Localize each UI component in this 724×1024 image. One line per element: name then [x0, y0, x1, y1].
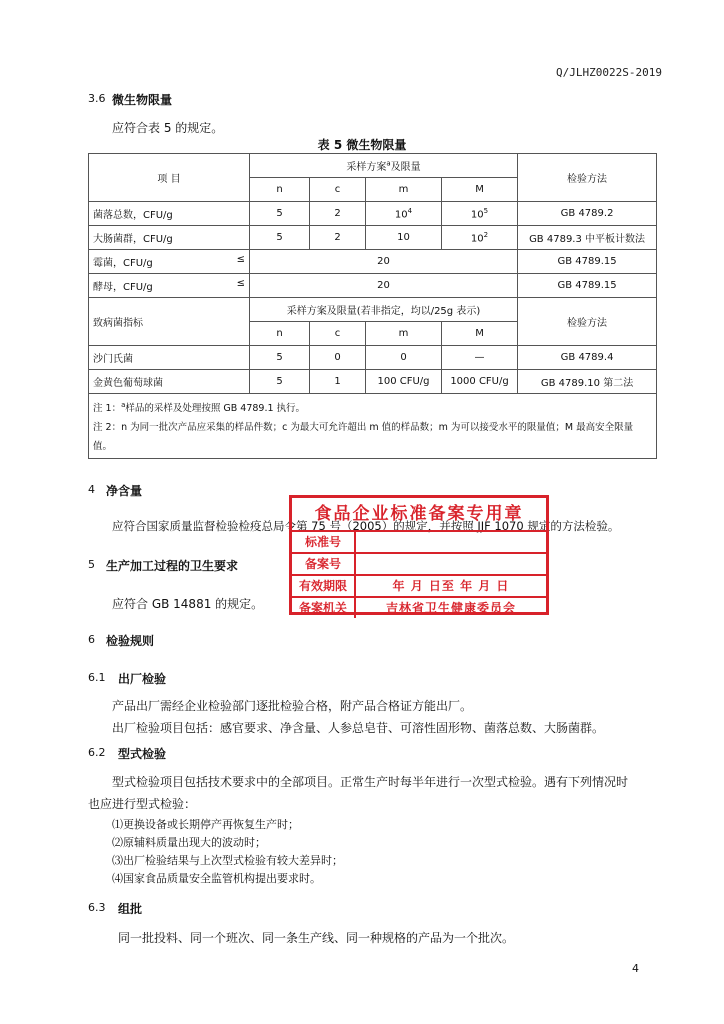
pathogen-method-header: 检验方法: [518, 298, 657, 346]
table-notes: [89, 394, 657, 459]
table-row: 酵母，CFU/g ≤ 20 GB 4789.15: [89, 274, 657, 298]
section-number: 4: [88, 483, 95, 496]
table-row: 金黄色葡萄球菌 5 1 100 CFU/g 1000 CFU/g GB 4789.10 第二法: [89, 370, 657, 394]
filing-seal-stamp: [289, 495, 549, 615]
paragraph: 应符合 GB 14881 的规定。: [112, 597, 264, 611]
section-number: 6.3: [88, 901, 106, 914]
header-method: 检验方法: [518, 154, 657, 202]
stamp-org-value: 吉林省卫生健康委员会: [385, 601, 516, 615]
paragraph: 同一批投料、同一个班次、同一条生产线、同一种规格的产品为一个批次。: [118, 931, 515, 945]
table-title: 表 5 微生物限量: [317, 138, 407, 152]
table-row: 霉菌，CFU/g ≤ 20 GB 4789.15: [89, 250, 657, 274]
header-sampling: 采样方案$^a$及限量: [250, 154, 518, 178]
subheader-c: c: [310, 178, 366, 202]
section-title: 生产加工过程的卫生要求: [106, 559, 239, 573]
stamp-label-standard: 标准号: [292, 532, 356, 552]
paragraph: 型式检验项目包括技术要求中的全部项目。正常生产时每半年进行一次型式检验。遇有下列情况时: [112, 775, 629, 789]
stamp-label-record: 备案号: [292, 554, 356, 574]
section-title: 型式检验: [118, 747, 167, 761]
table-row: 沙门氏菌 5 0 0 — GB 4789.4: [89, 346, 657, 370]
section-title: 净含量: [106, 484, 143, 498]
microbial-limit-table: 项 目 采样方案$^a$及限量 检验方法 n c m M 菌落总数，CFU/g 5 2 $10^4$ $10^5$ GB 4789.2 大肠菌群，CFU/g 5 2 10 $10^2$ GB 4789.3 中平板计数法 霉菌，CFU/g ≤ 20 GB 4789.15 酵母，CFU/g ≤ 20 GB 4789.15 致病菌指标 采样方案及限量(若非指定，均以/25g 表示) 检验方法 n c m M 沙门氏菌 5 0 0 — GB 4789.4 金黄色葡萄球菌 5 1 100 CFU/g 1000 CFU/g GB 4789.10 第二法 注 1：$^a$样品的采样及处理按照 GB 4789.1 执行。 注 2：n 为同一批次产品应采集的样品件数；c 为最大可允许超出 m 值的样品数；m 为可以接受水平的限量值；M 最高安全限量值。: [88, 153, 657, 459]
list-item: ⑵原辅料质量出现大的波动时；: [112, 836, 266, 849]
subheader-M: M: [442, 178, 518, 202]
list-item: ⑶出厂检验结果与上次型式检验有较大差异时；: [112, 854, 343, 867]
paragraph: 产品出厂需经企业检验部门逐批检验合格，附产品合格证方能出厂。: [112, 699, 473, 713]
pathogen-sampling-header: 采样方案及限量(若非指定，均以/25g 表示): [250, 298, 518, 322]
list-item: ⑴更换设备或长期停产再恢复生产时；: [112, 818, 299, 831]
subheader-n: n: [250, 178, 310, 202]
stamp-valid-value: 年 月 日至 年 月 日: [392, 579, 510, 593]
paragraph: 应符合国家质量监督检验检疫总局令第 75 号（2005）的规定，并按照 JJF 1070 规定的方法检验。: [112, 519, 620, 533]
table-note-1: 注 1：$^a$样品的采样及处理按照 GB 4789.1 执行。: [93, 401, 306, 415]
section-number: 5: [88, 558, 95, 571]
paragraph: 出厂检验项目包括：感官要求、净含量、人参总皂苷、可溶性固形物、菌落总数、大肠菌群。: [112, 721, 605, 735]
section-number: 6.1: [88, 671, 106, 684]
section-title: 出厂检验: [118, 672, 167, 686]
header-item: 项 目: [89, 154, 250, 202]
section-number: 6: [88, 633, 95, 646]
stamp-label-valid: 有效期限: [292, 576, 356, 596]
list-item: ⑷国家食品质量安全监管机构提出要求时。: [112, 872, 321, 885]
stamp-title: 食品企业标准备案专用章: [292, 498, 546, 532]
section-number: 6.2: [88, 746, 106, 759]
table-row: 菌落总数，CFU/g 5 2 $10^4$ $10^5$ GB 4789.2: [89, 202, 657, 226]
table-row: 大肠菌群，CFU/g 5 2 10 $10^2$ GB 4789.3 中平板计数法: [89, 226, 657, 250]
section-number: 3.6: [88, 92, 106, 105]
paragraph: 应符合表 5 的规定。: [112, 121, 224, 135]
stamp-label-org: 备案机关: [292, 598, 356, 618]
document-code: Q/JLHZ0022S-2019: [556, 66, 662, 79]
pathogen-header: 致病菌指标: [89, 298, 250, 346]
table-note-2: 注 2：n 为同一批次产品应采集的样品件数；c 为最大可允许超出 m 值的样品数；m 为可以接受水平的限量值；M 最高安全限量值。: [93, 422, 634, 453]
section-title: 微生物限量: [112, 93, 173, 107]
paragraph: 也应进行型式检验：: [88, 797, 197, 811]
section-title: 检验规则: [106, 634, 155, 648]
page-number: 4: [632, 962, 639, 975]
subheader-m: m: [366, 178, 442, 202]
section-title: 组批: [118, 902, 143, 916]
